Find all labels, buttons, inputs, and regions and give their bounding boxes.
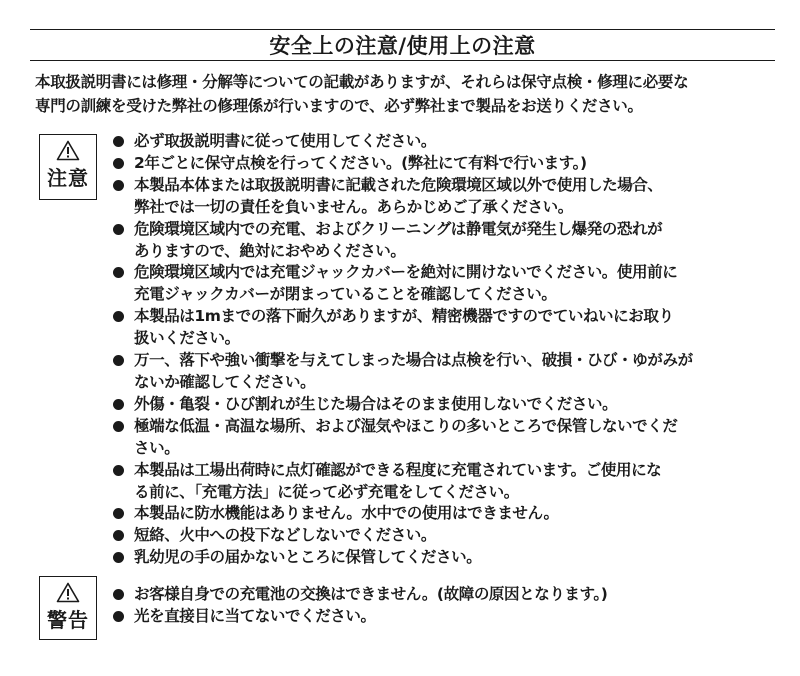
- caution-item: 本製品に防水機能はありません。水中での使用はできません。: [111, 503, 771, 525]
- intro-paragraph: [35, 70, 780, 118]
- caution-item: 乳幼児の手の届かないところに保管してください。: [111, 547, 771, 569]
- bullet-icon: [113, 611, 124, 622]
- warning-triangle-icon: [56, 582, 80, 603]
- caution-item: 外傷・亀裂・ひび割れが生じた場合はそのまま使用しないでください。: [111, 394, 771, 416]
- bullet-icon: [113, 552, 124, 563]
- warning-badge: [39, 576, 97, 640]
- bullet-icon: [113, 158, 124, 169]
- warning-item: お客様自身での充電池の交換はできません。(故障の原因となります。): [111, 584, 771, 606]
- caution-item: 極端な低温・高温な場所、および湿気やほこりの多いところで保管しないでくだ さい。: [111, 416, 771, 460]
- bullet-icon: [113, 311, 124, 322]
- caution-item: 危険環境区域内では充電ジャックカバーを絶対に開けないでください。使用前に 充電ジャックカバーが閉まっていることを確認してください。: [111, 262, 771, 306]
- caution-list: [111, 131, 771, 569]
- caution-item: 必ず取扱説明書に従って使用してください。: [111, 131, 771, 153]
- caution-item: 本製品本体または取扱説明書に記載された危険環境区域以外で使用した場合、 弊社では一切の責任を負いません。あらかじめご了承ください。: [111, 175, 771, 219]
- caution-item: 本製品は工場出荷時に点灯確認ができる程度に充電されています。ご使用にな る前に、「充電方法」に従って必ず充電をしてください。: [111, 460, 771, 504]
- caution-badge: [39, 134, 97, 200]
- intro-line: 本取扱説明書には修理・分解等についての記載がありますが、それらは保守点検・修理に必要な: [35, 73, 689, 91]
- warning-label: 警告: [47, 608, 89, 632]
- bullet-icon: [113, 267, 124, 278]
- bullet-icon: [113, 508, 124, 519]
- caution-item: 2年ごとに保守点検を行ってください。(弊社にて有料で行います。): [111, 153, 771, 175]
- bullet-icon: [113, 530, 124, 541]
- warning-item: 光を直接目に当てないでください。: [111, 606, 771, 628]
- caution-item: 本製品は1mまでの落下耐久がありますが、精密機器ですのでていねいにお取り 扱いください。: [111, 306, 771, 350]
- bullet-icon: [113, 180, 124, 191]
- bullet-icon: [113, 136, 124, 147]
- caution-label: 注意: [47, 166, 89, 190]
- bullet-icon: [113, 355, 124, 366]
- caution-item: 短絡、火中への投下などしないでください。: [111, 525, 771, 547]
- caution-item: 万一、落下や強い衝撃を与えてしまった場合は点検を行い、破損・ひび・ゆがみが ないか確認してください。: [111, 350, 771, 394]
- section-title: 安全上の注意/使用上の注意: [269, 34, 536, 58]
- warning-list: [111, 584, 771, 628]
- caution-item: 危険環境区域内での充電、およびクリーニングは静電気が発生し爆発の恐れが ありますので、絶対におやめください。: [111, 219, 771, 263]
- bullet-icon: [113, 399, 124, 410]
- section-title-bar: [30, 29, 775, 61]
- intro-line: 専門の訓練を受けた弊社の修理係が行いますので、必ず弊社まで製品をお送りください。: [35, 97, 643, 115]
- bullet-icon: [113, 421, 124, 432]
- bullet-icon: [113, 465, 124, 476]
- warning-triangle-icon: [56, 140, 80, 161]
- bullet-icon: [113, 589, 124, 600]
- bullet-icon: [113, 224, 124, 235]
